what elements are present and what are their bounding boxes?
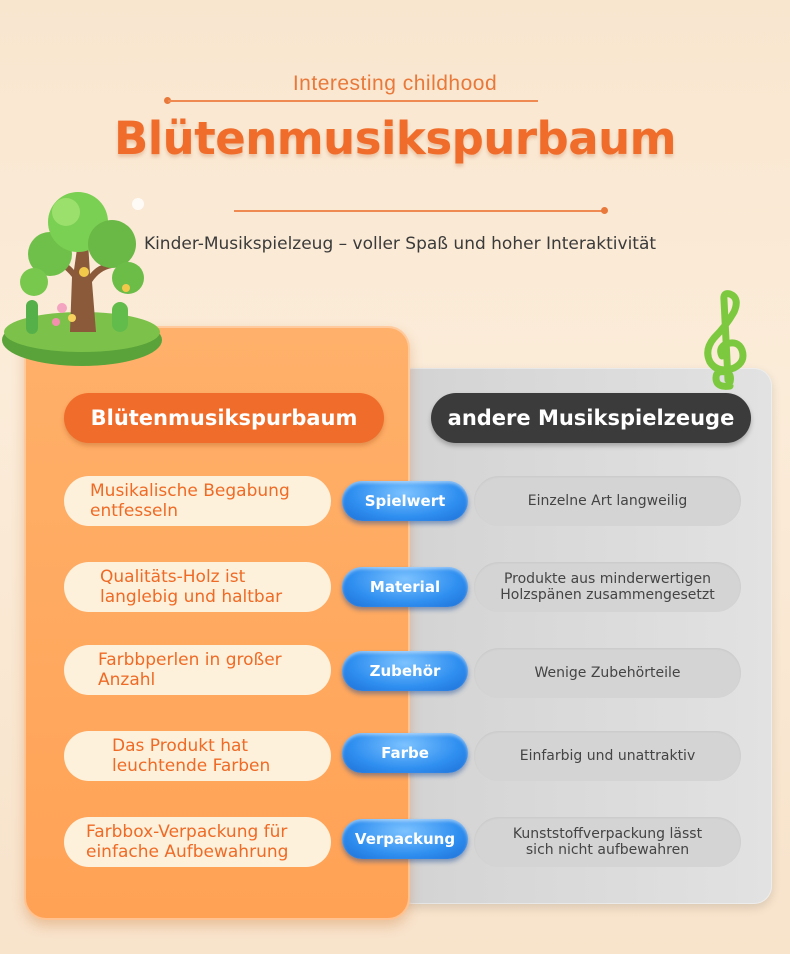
title-dot-right	[601, 207, 608, 214]
category-pill-material: Material	[342, 567, 468, 607]
product-feature-spielwert: Musikalische Begabung entfesseln	[64, 476, 331, 526]
product-heading: Blütenmusikspurbaum	[64, 393, 384, 443]
page-subtitle: Kinder-Musikspielzeug – voller Spaß und hoher Interaktivität	[143, 234, 657, 254]
category-pill-verpackung: Verpackung	[342, 819, 468, 859]
page-title: Blütenmusikspurbaum	[113, 112, 677, 165]
product-feature-farbe: Das Produkt hat leuchtende Farben	[64, 731, 331, 781]
competitor-feature-zubehoer: Wenige Zubehörteile	[474, 648, 741, 698]
competitor-feature-verpackung: Kunststoffverpackung lässt sich nicht aufbewahren	[474, 817, 741, 867]
category-pill-spielwert: Spielwert	[342, 481, 468, 521]
product-feature-verpackung: Farbbox-Verpackung für einfache Aufbewahrung	[64, 817, 331, 867]
competitor-feature-farbe: Einfarbig und unattraktiv	[474, 731, 741, 781]
tagline-underline	[168, 100, 538, 102]
competitor-feature-spielwert: Einzelne Art langweilig	[474, 476, 741, 526]
category-pill-farbe: Farbe	[342, 733, 468, 773]
treble-clef-icon	[700, 290, 756, 394]
competitor-heading: andere Musikspielzeuge	[431, 393, 751, 443]
product-feature-material: Qualitäts-Holz ist langlebig und haltbar	[64, 562, 331, 612]
tree-illustration	[0, 182, 170, 372]
category-pill-zubehoer: Zubehör	[342, 651, 468, 691]
title-underline	[234, 210, 606, 212]
competitor-feature-material: Produkte aus minderwertigen Holzspänen zusammengesetzt	[474, 562, 741, 612]
product-feature-zubehoer: Farbbperlen in großer Anzahl	[64, 645, 331, 695]
tagline: Interesting childhood	[292, 72, 498, 95]
